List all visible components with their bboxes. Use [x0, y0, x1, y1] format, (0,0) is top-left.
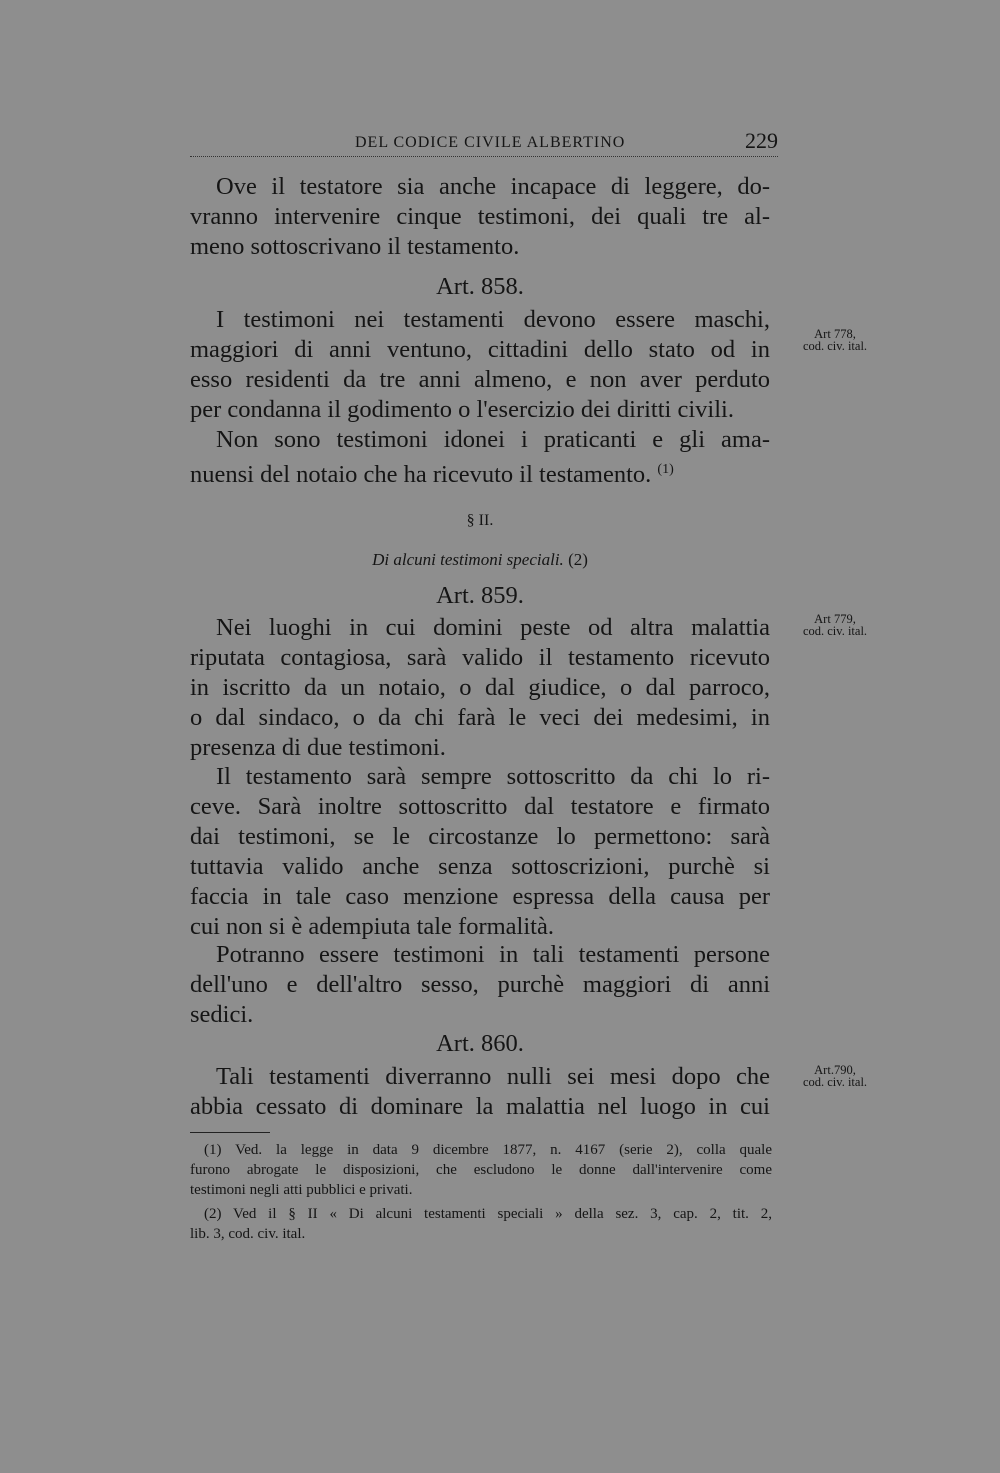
text-line: tuttavia valido anche senza sottoscrizioni, purchè si: [190, 853, 770, 880]
text-line: riputata contagiosa, sarà valido il testamento ricevuto: [190, 644, 770, 671]
article-860-paragraph-1: [190, 1062, 770, 1122]
section-title-text: Di alcuni testimoni speciali.: [372, 550, 564, 569]
margin-note-line: cod. civ. ital.: [802, 624, 868, 638]
margin-note-line: Art 778,: [814, 327, 856, 341]
running-head: [190, 128, 778, 157]
text-line: Nei luoghi in cui domini peste od altra malattia: [216, 614, 770, 641]
text-line: dai testimoni, se le circostanze lo permettono: sarà: [190, 823, 770, 850]
text-line: maggiori di anni ventuno, cittadini dello stato od in: [190, 336, 770, 363]
text-line: Potranno essere testimoni in tali testamenti persone: [216, 941, 770, 968]
text-line: in iscritto da un notaio, o dal giudice, o dal parroco,: [190, 674, 770, 701]
article-859-heading: Art. 859.: [436, 582, 524, 609]
article-859-paragraph-2: [190, 762, 770, 942]
margin-note-art-779: [780, 613, 890, 637]
margin-note-line: cod. civ. ital.: [802, 339, 868, 353]
article-858-heading: Art. 858.: [436, 273, 524, 300]
text-line: Tali testamenti diverranno nulli sei mesi dopo che: [216, 1063, 770, 1090]
text-line: esso residenti da tre anni almeno, e non aver perduto: [190, 366, 770, 393]
margin-note-art-778: [780, 328, 890, 352]
article-858-paragraph-1: [190, 305, 770, 425]
margin-note-line: cod. civ. ital.: [802, 1075, 868, 1089]
text-line: meno sottoscrivano il testamento.: [190, 233, 520, 260]
margin-note-line: Art 779,: [814, 612, 856, 626]
text-line: Ove il testatore sia anche incapace di leggere, do-: [216, 173, 770, 200]
footnote-1-line: testimoni negli atti pubblici e privati.: [190, 1182, 413, 1198]
text-line: Il testamento sarà sempre sottoscritto da chi lo ri-: [216, 763, 770, 790]
text-line: dell'uno e dell'altro sesso, purchè maggiori di anni: [190, 971, 770, 998]
footnote-2-line: lib. 3, cod. civ. ital.: [190, 1226, 306, 1242]
text-line: per condanna il godimento o l'esercizio dei diritti civili.: [190, 396, 734, 423]
page-number: 229: [745, 128, 778, 153]
footnote-1-line: (1) Ved. la legge in data 9 dicembre 1877, n. 4167 (serie 2), colla quale: [204, 1142, 772, 1158]
text-line: [190, 455, 770, 490]
section-mark: § II.: [466, 512, 494, 529]
footnote-2-line: (2) Ved il § II « Di alcuni testamenti speciali » della sez. 3, cap. 2, tit. 2,: [204, 1206, 772, 1222]
text-line: cui non si è adempiuta tale formalità.: [190, 913, 554, 940]
footnote-rule: [190, 1132, 270, 1133]
text-line: abbia cessato di dominare la malattia nel luogo in cui: [190, 1093, 770, 1120]
text-line: ceve. Sarà inoltre sottoscritto dal testatore e firmato: [190, 793, 770, 820]
section-title: [190, 550, 770, 570]
text-line-content: nuensi del notaio che ha ricevuto il testamento.: [190, 461, 652, 489]
text-line: Non sono testimoni idonei i praticanti e gli ama-: [216, 426, 770, 453]
text-line: vranno intervenire cinque testimoni, dei quali tre al-: [190, 203, 770, 230]
article-859-paragraph-1: [190, 613, 770, 763]
article-860-heading: Art. 860.: [436, 1030, 524, 1057]
article-858-paragraph-2: [190, 425, 770, 490]
text-line: sedici.: [190, 1001, 254, 1028]
footnote-1-line: furono abrogate le disposizioni, che escludono le donne dall'intervenire come: [190, 1162, 772, 1178]
margin-note-art-790: [780, 1064, 890, 1088]
text-line: o dal sindaco, o da chi farà le veci dei medesimi, in: [190, 704, 770, 731]
text-line: I testimoni nei testamenti devono essere maschi,: [216, 306, 770, 333]
footnote-ref-1: (1): [657, 462, 674, 477]
running-title: DEL CODICE CIVILE ALBERTINO: [355, 134, 626, 151]
footnotes: [190, 1140, 772, 1244]
footnote-ref-2: (2): [568, 550, 588, 569]
text-line: presenza di due testimoni.: [190, 734, 446, 761]
text-line: faccia in tale caso menzione espressa della causa per: [190, 883, 770, 910]
intro-paragraph: [190, 172, 770, 262]
article-859-paragraph-3: [190, 940, 770, 1030]
margin-note-line: Art.790,: [814, 1063, 856, 1077]
